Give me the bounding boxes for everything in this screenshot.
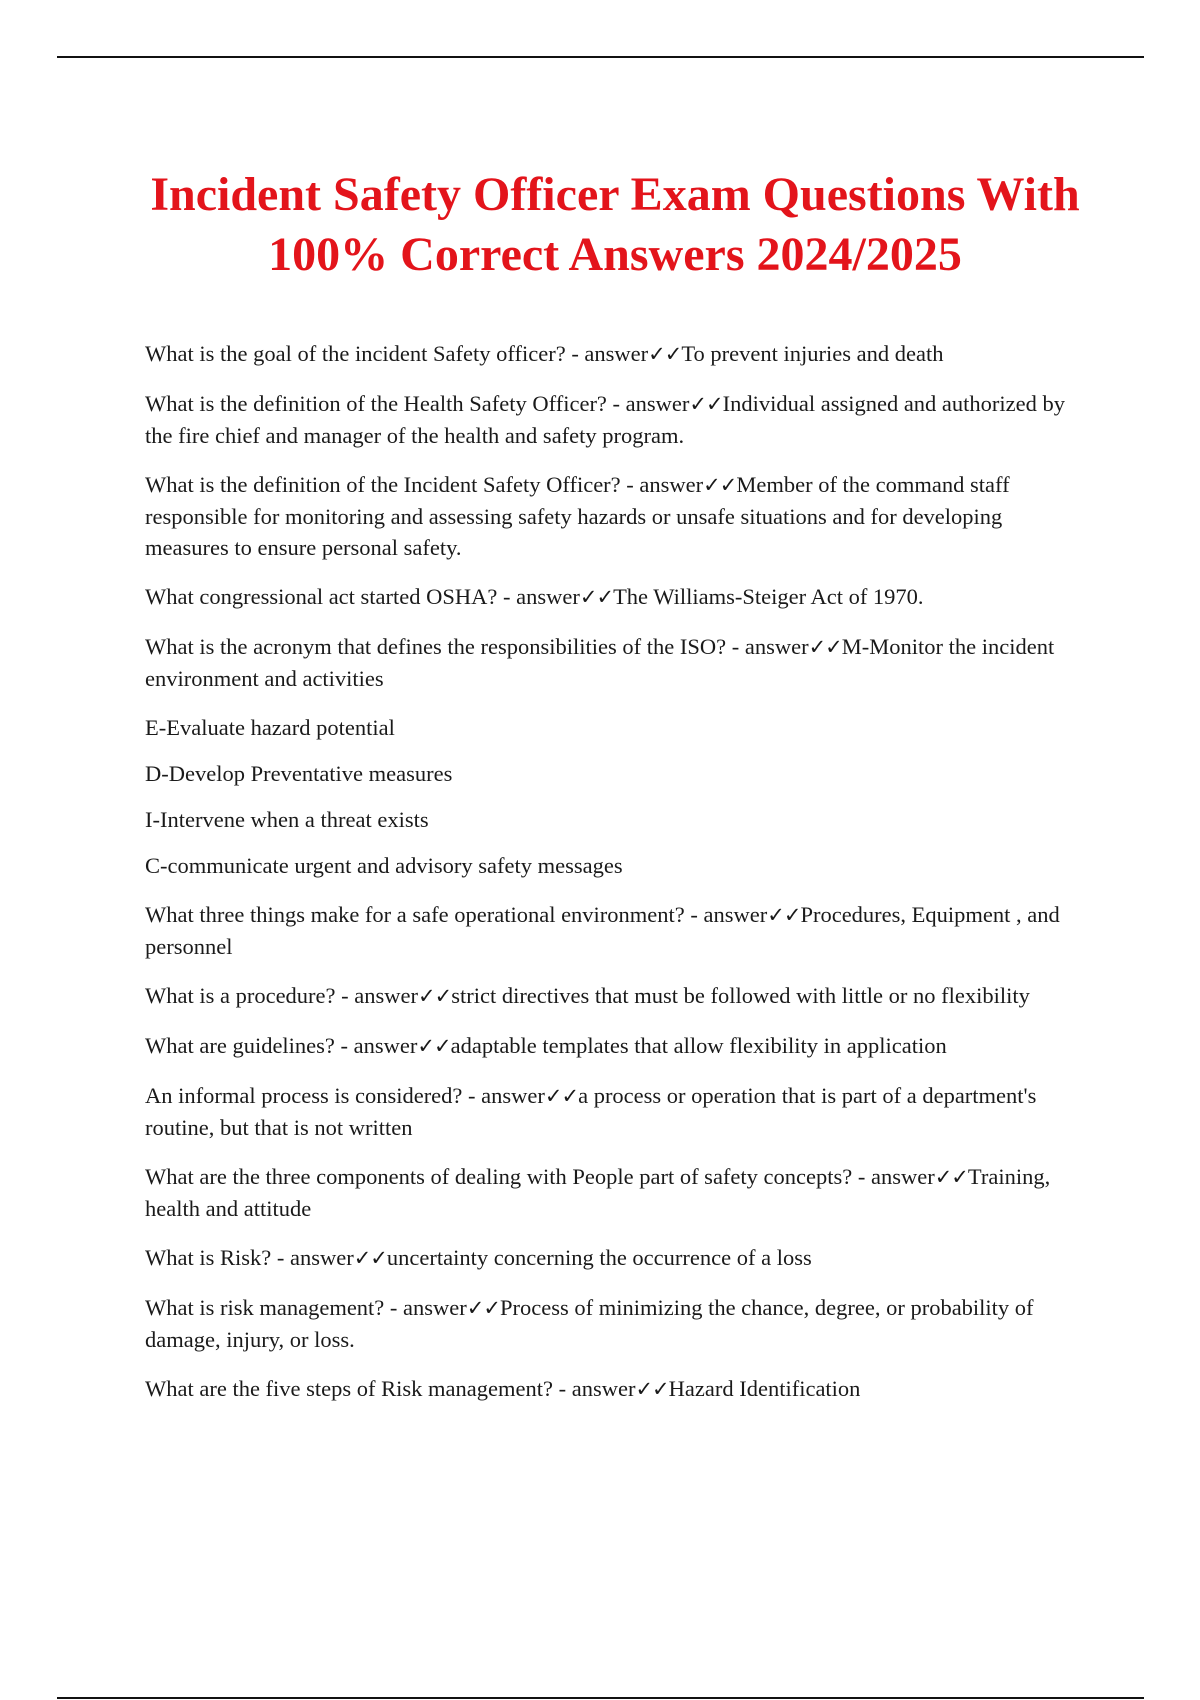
answer-text: To prevent injuries and death	[681, 341, 944, 366]
answer-label: - answer	[384, 1295, 467, 1320]
answer-label: - answer	[271, 1245, 354, 1270]
question-text: What is the acronym that defines the responsibilities of the ISO?	[145, 634, 727, 659]
qa-item	[145, 899, 1090, 962]
question-text: What is a procedure?	[145, 983, 336, 1008]
title-line-1: Incident Safety Officer Exam Questions With	[150, 168, 1080, 221]
question-text: What is the definition of the Health Safety Officer?	[145, 391, 607, 416]
qa-item	[145, 388, 1090, 451]
answer-text: M-Monitor the incident environment and activities	[145, 634, 1055, 691]
question-text: What is risk management?	[145, 1295, 385, 1320]
answer-label: - answer	[334, 1033, 418, 1058]
double-check-icon: ✓✓	[703, 473, 737, 497]
answer-text: Procedures, Equipment , and personnel	[145, 902, 1060, 959]
double-check-icon: ✓✓	[544, 1084, 579, 1108]
answer-label: - answer	[852, 1164, 935, 1189]
answer-text: Process of minimizing the chance, degree, or probability of damage, injury, or loss.	[145, 1295, 1034, 1352]
answer-label: - answer	[620, 472, 704, 497]
qa-item	[145, 469, 1090, 563]
question-text: An informal process is considered?	[145, 1083, 463, 1108]
top-rule	[57, 56, 1144, 58]
question-text: What are the three components of dealing with People part of safety concepts?	[145, 1164, 853, 1189]
qa-item	[145, 338, 1090, 370]
question-text: What are the five steps of Risk management?	[145, 1376, 553, 1401]
answer-text: a process or operation that is part of a department's routine, but that is not written	[145, 1083, 1037, 1140]
question-text: What is the goal of the incident Safety officer?	[145, 341, 566, 366]
question-text: What is Risk?	[145, 1245, 272, 1270]
qa-item	[145, 631, 1090, 694]
answer-label: - answer	[606, 391, 690, 416]
answer-text: strict directives that must be followed with little or no flexibility	[451, 983, 1030, 1008]
double-check-icon: ✓✓	[767, 903, 801, 927]
acronym-line: C-communicate urgent and advisory safety messages	[145, 853, 623, 878]
answer-label: - answer	[335, 983, 418, 1008]
answer-text: Member of the command staff responsible for monitoring and assessing safety hazards or unsafe situations and for developing measures to ensure personal safety.	[145, 472, 1010, 560]
document-title	[100, 165, 1130, 285]
answer-text: The Williams-Steiger Act of 1970.	[613, 584, 924, 609]
answer-text: adaptable templates that allow flexibility in application	[450, 1033, 947, 1058]
double-check-icon: ✓✓	[808, 635, 842, 659]
double-check-icon: ✓✓	[417, 1034, 451, 1058]
double-check-icon: ✓✓	[689, 392, 723, 416]
qa-item	[145, 1242, 1090, 1274]
qa-item	[145, 1161, 1090, 1224]
double-check-icon: ✓✓	[466, 1296, 500, 1320]
acronym-line: E-Evaluate hazard potential	[145, 715, 395, 740]
answer-label: - answer	[726, 634, 809, 659]
qa-item	[145, 980, 1090, 1012]
acronym-line: I-Intervene when a threat exists	[145, 807, 429, 832]
double-check-icon: ✓✓	[418, 984, 452, 1008]
answer-label: - answer	[684, 902, 768, 927]
bottom-rule	[57, 1697, 1144, 1699]
answer-text: Individual assigned and authorized by the fire chief and manager of the health and safety program.	[145, 391, 1066, 448]
answer-text: Hazard Identification	[668, 1376, 861, 1401]
qa-item	[145, 581, 1090, 613]
qa-item	[145, 1080, 1090, 1143]
answer-label: - answer	[497, 584, 580, 609]
question-text: What congressional act started OSHA?	[145, 584, 498, 609]
double-check-icon: ✓✓	[353, 1246, 387, 1270]
question-text: What three things make for a safe operational environment?	[145, 902, 685, 927]
double-check-icon: ✓✓	[635, 1377, 669, 1401]
answer-label: - answer	[462, 1083, 545, 1108]
answer-text: uncertainty concerning the occurrence of a loss	[386, 1245, 812, 1270]
answer-text: Training, health and attitude	[145, 1164, 1051, 1221]
answer-label: - answer	[565, 341, 649, 366]
double-check-icon: ✓✓	[648, 342, 682, 366]
qa-item	[145, 1373, 1090, 1405]
title-line-2: 100% Correct Answers 2024/2025	[268, 228, 962, 281]
question-text: What is the definition of the Incident Safety Officer?	[145, 472, 621, 497]
answer-label: - answer	[552, 1376, 636, 1401]
double-check-icon: ✓✓	[579, 585, 614, 609]
question-text: What are guidelines?	[145, 1033, 335, 1058]
double-check-icon: ✓✓	[934, 1165, 968, 1189]
qa-item	[145, 1030, 1090, 1062]
qa-list	[145, 338, 1090, 1423]
acronym-line: D-Develop Preventative measures	[145, 761, 453, 786]
qa-item	[145, 1292, 1090, 1355]
